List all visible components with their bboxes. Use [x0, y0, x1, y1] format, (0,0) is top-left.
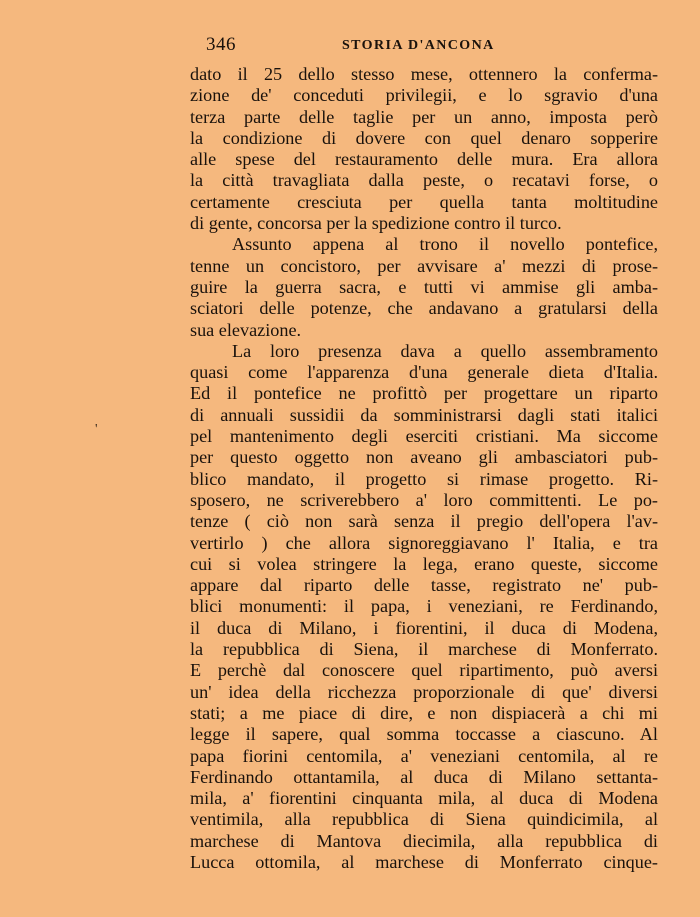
margin-mark: ' [95, 422, 98, 437]
text-line: cui si volea stringere la lega, erano queste, siccome [190, 553, 658, 574]
paragraph-first-line: Assunto appena al trono il novello pontefice, [232, 234, 658, 255]
text-line: blico mandato, il progetto si rimase progetto. Ri- [190, 468, 658, 489]
text-line: quasi come l'apparenza d'una generale dieta d'Italia. [190, 362, 658, 383]
text-line: Ferdinando ottantamila, al duca di Milano settanta- [190, 766, 658, 787]
text-line: la condizione di dovere con quel denaro sopperire [190, 127, 658, 148]
text-line: terza parte delle taglie per un anno, imposta però [190, 106, 658, 127]
text-line: di annuali sussidii da somministrarsi dagli stati italici [190, 404, 658, 425]
text-line: Lucca ottomila, al marchese di Monferrato cinque- [190, 851, 658, 872]
text-line: marchese di Mantova diecimila, alla repubblica di [190, 830, 658, 851]
running-title: STORIA D'ANCONA [342, 38, 495, 53]
text-line: blici monumenti: il papa, i veneziani, re Ferdinando, [190, 596, 658, 617]
text-line: ventimila, alla repubblica di Siena quindicimila, al [190, 809, 658, 830]
text-line: zione de' conceduti privilegii, e lo sgravio d'una [190, 85, 658, 106]
text-line: tenze ( ciò non sarà senza il pregio dell'opera l'av- [190, 511, 658, 532]
text-line: guire la guerra sacra, e tutti vi ammise gli amba- [190, 276, 658, 297]
text-line: sua elevazione. [190, 319, 302, 340]
text-line: vertirlo ) che allora signoreggiavano l' Italia, e tra [190, 532, 658, 553]
text-line: un' idea della ricchezza proporzionale di que' diversi [190, 681, 658, 702]
text-line: di gente, concorsa per la spedizione contro il turco. [190, 213, 562, 234]
text-line: sciatori delle potenze, che andavano a gratularsi della [190, 298, 658, 319]
text-line: E perchè dal conoscere quel ripartimento, può aversi [190, 660, 658, 681]
paragraph-first-line: La loro presenza dava a quello assembramento [232, 340, 658, 361]
text-line: mila, a' fiorentini cinquanta mila, al duca di Modena [190, 788, 658, 809]
text-line: stati; a me piace di dire, e non dispiacerà a chi mi [190, 702, 658, 723]
body-text [190, 64, 658, 873]
text-line: pel mantenimento degli eserciti cristiani. Ma siccome [190, 426, 658, 447]
text-line: la repubblica di Siena, il marchese di Monferrato. [190, 639, 658, 660]
text-line: dato il 25 dello stesso mese, ottennero la conferma- [190, 64, 658, 84]
text-line: appare dal riparto delle tasse, registrato ne' pub- [190, 575, 658, 596]
page-number: 346 [206, 34, 236, 55]
text-line: per questo oggetto non aveano gli ambasciatori pub- [190, 447, 658, 468]
text-line: la città travagliata dalla peste, o recatavi forse, o [190, 170, 658, 191]
text-line: il duca di Milano, i fiorentini, il duca di Modena, [190, 617, 658, 638]
page-header [190, 34, 660, 58]
text-line: sposero, ne scriverebbero a' loro committenti. Le po- [190, 489, 658, 510]
text-line: certamente cresciuta per quella tanta moltitudine [190, 191, 658, 212]
text-line: papa fiorini centomila, a' veneziani centomila, al re [190, 745, 658, 766]
text-line: Ed il pontefice ne profittò per progettare un riparto [190, 383, 658, 404]
text-line: legge il sapere, qual somma toccasse a ciascuno. Al [190, 724, 658, 745]
text-line: tenne un concistoro, per avvisare a' mezzi di prose- [190, 255, 658, 276]
text-line: alle spese del restauramento delle mura. Era allora [190, 149, 658, 170]
